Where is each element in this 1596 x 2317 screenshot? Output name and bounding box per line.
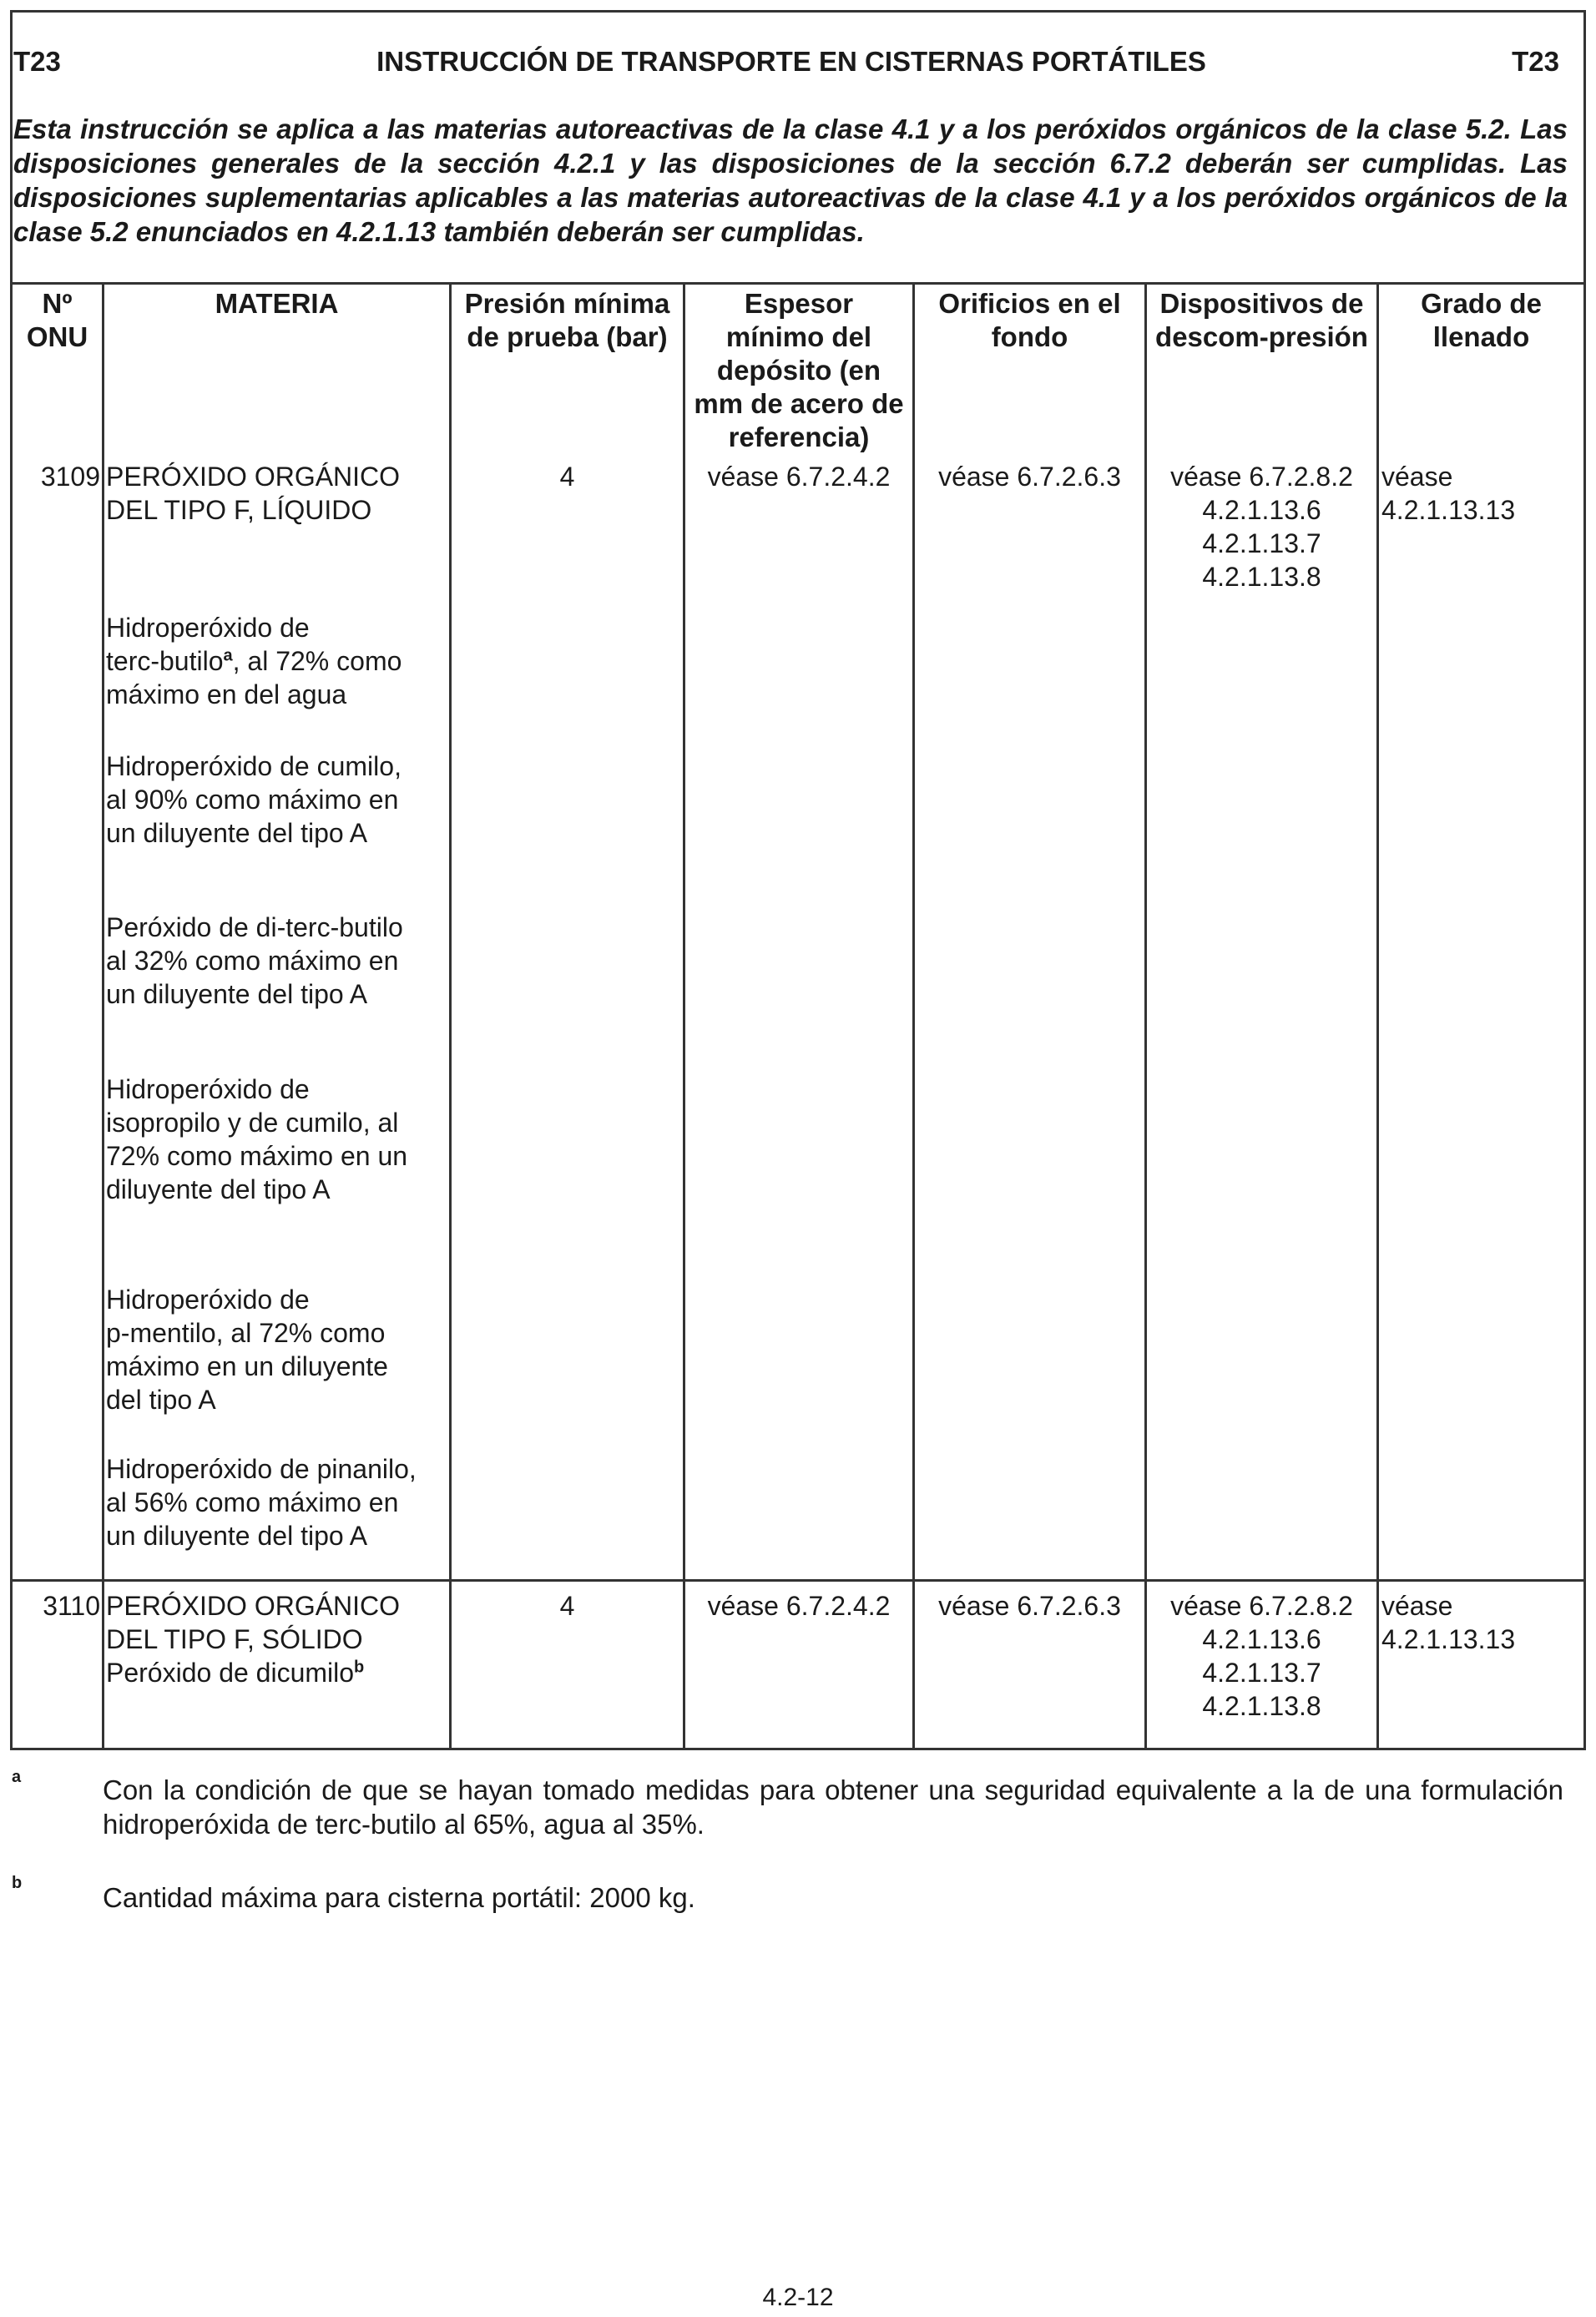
- col-header-line: Grado de: [1421, 288, 1542, 319]
- materia-name-line: DEL TIPO F, LÍQUIDO: [106, 495, 372, 525]
- substance-line: Peróxido de di-terc-butilo: [106, 912, 403, 942]
- footnote-text: Cantidad máxima para cisterna portátil: 2000 kg.: [103, 1882, 695, 1913]
- col-header-orificios: [915, 287, 1144, 354]
- substance-line: Hidroperóxido de: [106, 613, 310, 643]
- col-header-espesor: [685, 287, 912, 454]
- pressure-relief-line: 4.2.1.13.6: [1202, 1624, 1321, 1654]
- col-header-presion: [452, 287, 683, 354]
- materia-name-line: PERÓXIDO ORGÁNICO: [106, 462, 401, 492]
- substance-line: al 32% como máximo en: [106, 946, 399, 976]
- page-number: 4.2-12: [762, 2284, 834, 2311]
- substance-line: Hidroperóxido de: [106, 1074, 310, 1104]
- footnote-ref: b: [354, 1658, 365, 1677]
- substance-line-text: terc-butilo: [106, 646, 224, 676]
- substance-line: un diluyente del tipo A: [106, 979, 368, 1009]
- col-header-grado: [1379, 287, 1583, 354]
- materia-name-line: DEL TIPO F, SÓLIDO: [106, 1624, 363, 1654]
- substance-line: isopropilo y de cumilo, al: [106, 1108, 399, 1138]
- pressure-relief-line: 4.2.1.13.8: [1202, 562, 1321, 592]
- materia-name: [106, 460, 448, 527]
- pressure-relief-line: 4.2.1.13.8: [1202, 1691, 1321, 1721]
- substance-line: [106, 644, 448, 678]
- column-divider: [449, 282, 452, 1750]
- substance-line: Hidroperóxido de cumilo,: [106, 751, 402, 781]
- col-header-line: descom-presión: [1155, 321, 1368, 352]
- materia-name-line: [106, 1656, 448, 1689]
- col-header-line: ONU: [26, 321, 88, 352]
- col-header-line: fondo: [991, 321, 1068, 352]
- substance-line: p-mentilo, al 72% como: [106, 1318, 386, 1348]
- substance-entry: [106, 1283, 448, 1416]
- substance-line: Hidroperóxido de: [106, 1285, 310, 1315]
- filling-degree: [1381, 1589, 1582, 1656]
- materia-name: [106, 1589, 448, 1689]
- substance-line: máximo en un diluyente: [106, 1351, 388, 1381]
- pressure-relief-line: 4.2.1.13.7: [1202, 1658, 1321, 1688]
- col-header-line: de prueba (bar): [467, 321, 668, 352]
- footnote-mark: b: [12, 1874, 23, 1892]
- min-thickness: véase 6.7.2.4.2: [707, 1591, 891, 1621]
- substance-line: del tipo A: [106, 1385, 216, 1415]
- col-header-line: llenado: [1432, 321, 1530, 352]
- column-divider: [683, 282, 685, 1750]
- pressure-relief: [1147, 460, 1376, 593]
- materia-name-line: PERÓXIDO ORGÁNICO: [106, 1591, 401, 1621]
- substance-line: 72% como máximo en un: [106, 1141, 408, 1171]
- substance-line: máximo en del agua: [106, 679, 347, 709]
- col-header-line: Espesor: [744, 288, 854, 319]
- filling-degree-line: 4.2.1.13.13: [1381, 1624, 1516, 1654]
- substance-line-text: , al 72% como: [232, 646, 402, 676]
- substance-entry: [106, 1073, 448, 1206]
- substance-line-text: Peróxido de dicumilo: [106, 1658, 355, 1688]
- col-header-line: depósito (en: [716, 355, 881, 386]
- col-header-materia: [104, 287, 449, 321]
- min-thickness: véase 6.7.2.4.2: [707, 462, 891, 492]
- un-number: 3110: [43, 1591, 100, 1621]
- substance-entry: [106, 911, 448, 1011]
- substance-line: diluyente del tipo A: [106, 1174, 331, 1204]
- substance-entry: [106, 750, 448, 850]
- pressure-relief-line: 4.2.1.13.6: [1202, 495, 1321, 525]
- pressure-relief-line: véase 6.7.2.8.2: [1170, 462, 1353, 492]
- substance-line: un diluyente del tipo A: [106, 818, 368, 848]
- substance-line: al 90% como máximo en: [106, 785, 399, 815]
- substance-entry: [106, 1452, 448, 1552]
- filling-degree-line: 4.2.1.13.13: [1381, 495, 1516, 525]
- footnote-text: Con la condición de que se hayan tomado medidas para obtener una seguridad equivalente a la de una formulación hidroperóxida de terc-butilo al 65%, agua al 35%.: [103, 1774, 1563, 1840]
- footnote-mark: a: [12, 1768, 22, 1786]
- pressure-relief-line: 4.2.1.13.7: [1202, 528, 1321, 558]
- col-header-line: Presión mínima: [464, 288, 670, 319]
- filling-degree-line: véase: [1381, 1591, 1453, 1621]
- un-number: 3109: [40, 462, 100, 492]
- row-separator: [10, 1579, 1586, 1582]
- test-pressure: 4: [559, 462, 575, 492]
- col-header-line: MATERIA: [215, 288, 339, 319]
- pressure-relief-line: véase 6.7.2.8.2: [1170, 1591, 1353, 1621]
- instruction-title: INSTRUCCIÓN DE TRANSPORTE EN CISTERNAS PORTÁTILES: [376, 46, 1206, 77]
- column-divider: [1376, 282, 1379, 1750]
- bottom-openings: véase 6.7.2.6.3: [938, 1591, 1121, 1621]
- col-header-dispositivos: [1147, 287, 1376, 354]
- substance-line: Hidroperóxido de pinanilo,: [106, 1454, 417, 1484]
- col-header-line: Orificios en el: [938, 288, 1121, 319]
- substance-line: al 56% como máximo en: [106, 1487, 399, 1517]
- filling-degree: [1381, 460, 1582, 527]
- substance-line: un diluyente del tipo A: [106, 1521, 368, 1551]
- instruction-code-left: T23: [13, 46, 61, 77]
- footnote-ref: a: [223, 646, 233, 665]
- col-header-line: referencia): [728, 422, 870, 452]
- col-header-line: mm de acero de: [694, 388, 904, 419]
- substance-entry: [106, 611, 448, 711]
- column-divider: [912, 282, 915, 1750]
- filling-degree-line: véase: [1381, 462, 1453, 492]
- table-top-border: [10, 282, 1586, 285]
- bottom-openings: véase 6.7.2.6.3: [938, 462, 1121, 492]
- col-header-line: mínimo del: [725, 321, 872, 352]
- col-header-un: [13, 287, 102, 354]
- col-header-line: Nº: [42, 288, 73, 319]
- col-header-line: Dispositivos de: [1159, 288, 1364, 319]
- column-divider: [102, 282, 104, 1750]
- pressure-relief: [1147, 1589, 1376, 1723]
- intro-paragraph: Esta instrucción se aplica a las materias autoreactivas de la clase 4.1 y a los peróxidos orgánicos de la clase 5.2. Las disposiciones generales de la sección 4.2.1 y las disposiciones de la sección 6.7.2 deberán ser cumplidas. Las disposiciones suplementarias aplicables a las materias autoreactivas de la clase 4.1 y a los peróxidos orgánicos de la clase 5.2 enunciados en 4.2.1.13 también deberán ser cumplidas.: [13, 114, 1568, 247]
- instruction-code-right: T23: [1512, 46, 1559, 77]
- test-pressure: 4: [559, 1591, 575, 1621]
